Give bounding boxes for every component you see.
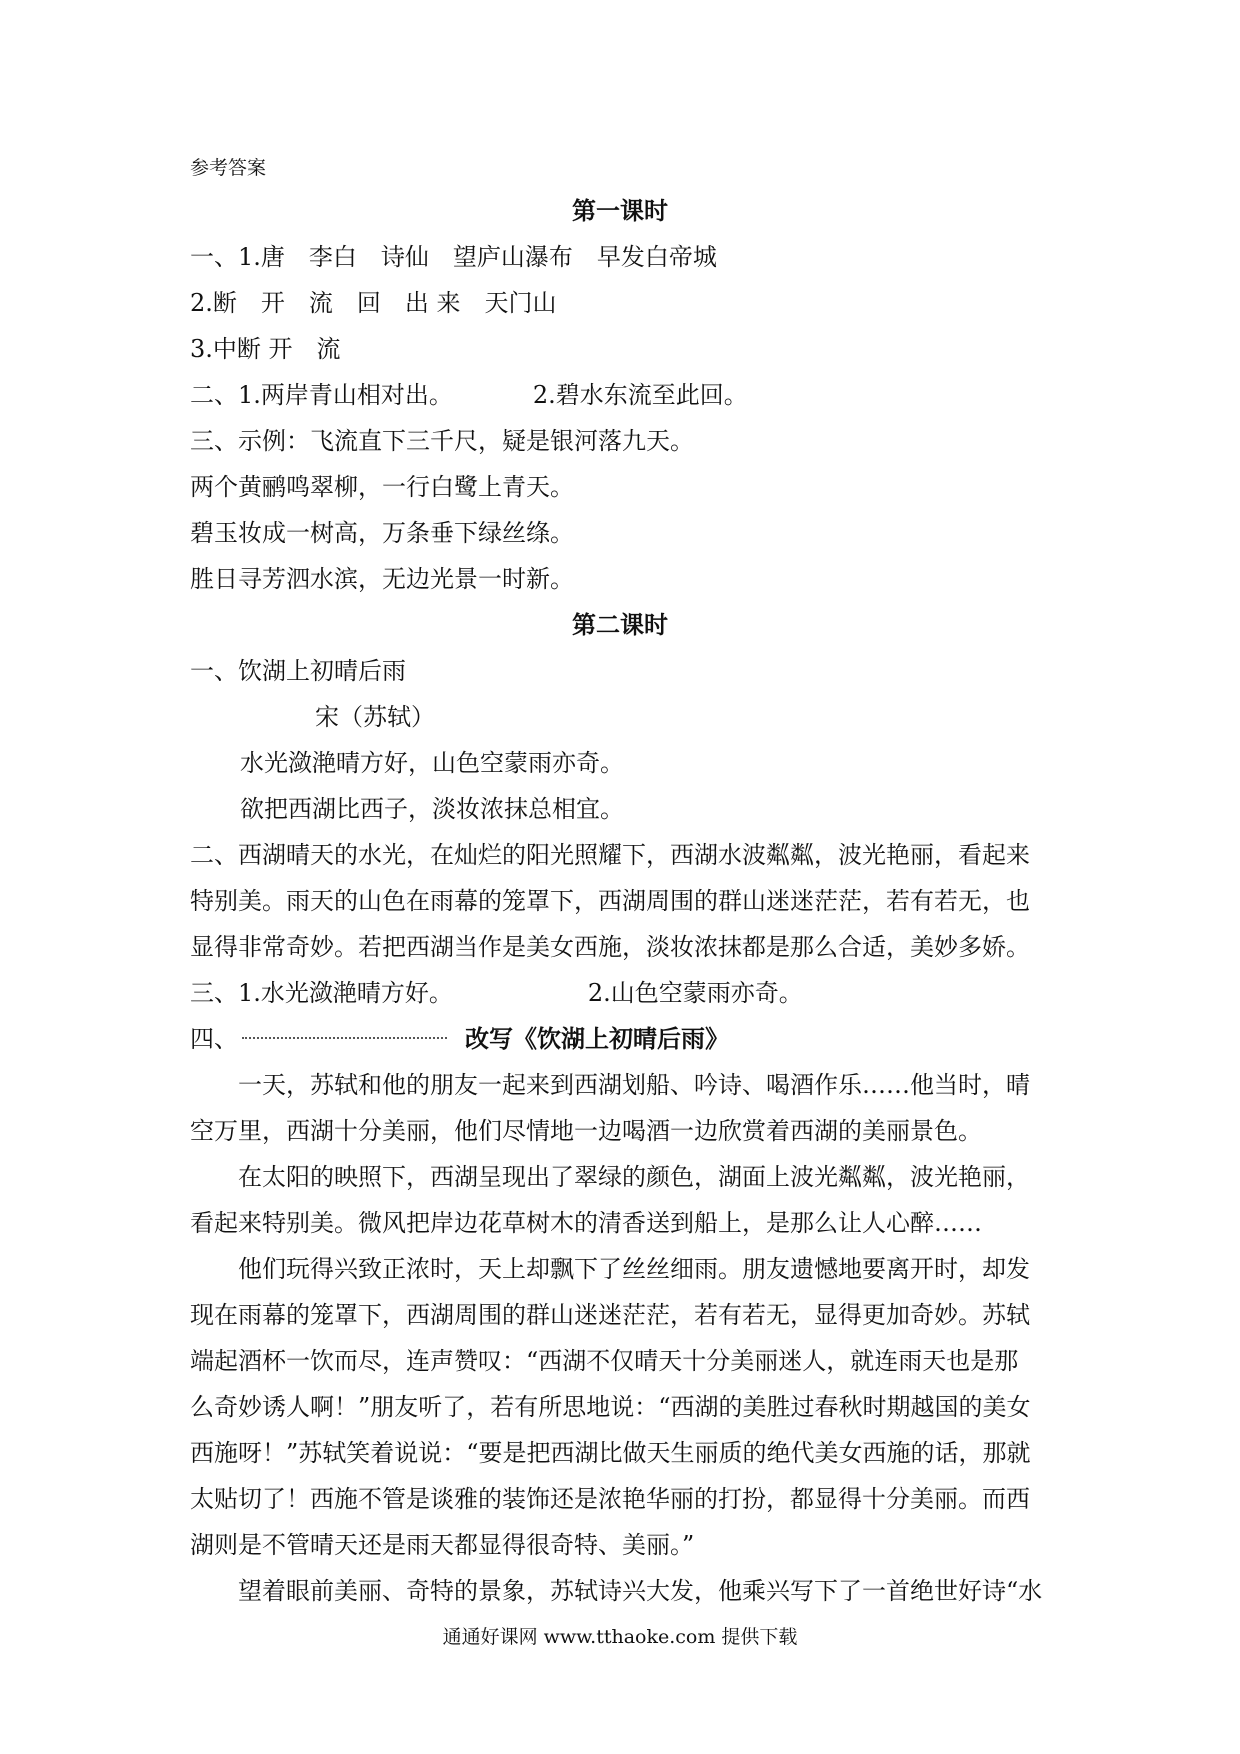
lesson1-title: 第一课时	[572, 196, 668, 225]
lesson1-q2-part-a: 二、1.两岸青山相对出。	[190, 381, 453, 409]
lesson1-answer-line: 2.断 开 流 回 出 来 天门山	[190, 289, 557, 317]
lesson2-q2-line: 显得非常奇妙。若把西湖当作是美女西施，淡妆浓抹都是那么合适，美妙多娇。	[190, 933, 1030, 961]
essay-line: 在太阳的映照下，西湖呈现出了翠绿的颜色，湖面上波光粼粼，波光艳丽，	[190, 1163, 1030, 1191]
lesson1-q3-line: 三、示例：飞流直下三千尺，疑是银河落九天。	[190, 427, 694, 455]
essay-line: 湖则是不管晴天还是雨天都显得很奇特、美丽。”	[190, 1531, 695, 1559]
lesson2-q3-part-b: 2.山色空蒙雨亦奇。	[587, 979, 803, 1007]
dotted-leader	[242, 1036, 447, 1039]
lesson2-q3-line	[190, 978, 803, 1008]
lesson2-q2-line: 二、西湖晴天的水光，在灿烂的阳光照耀下，西湖水波粼粼，波光艳丽，看起来	[190, 841, 1030, 869]
essay-line: 现在雨幕的笼罩下，西湖周围的群山迷迷茫茫，若有若无，显得更加奇妙。苏轼	[190, 1301, 1030, 1329]
lesson1-q2-line	[190, 380, 748, 410]
lesson1-answer-line: 一、1.唐 李白 诗仙 望庐山瀑布 早发白帝城	[190, 243, 717, 271]
lesson1-q2-part-b: 2.碧水东流至此回。	[532, 381, 748, 409]
lesson2-q1: 一、饮湖上初晴后雨	[190, 657, 406, 685]
poem-line: 欲把西湖比西子，淡妆浓抹总相宜。	[240, 795, 624, 823]
lesson1-q3-line: 两个黄鹂鸣翠柳，一行白鹭上青天。	[190, 473, 574, 501]
essay-line: 西施呀！”苏轼笑着说说：“要是把西湖比做天生丽质的绝代美女西施的话，那就	[190, 1439, 1031, 1467]
page-footer: 通通好课网 www.tthaoke.com 提供下载	[442, 1626, 798, 1648]
lesson1-q3-line: 胜日寻芳泗水滨，无边光景一时新。	[190, 565, 574, 593]
lesson2-q4-label: 四、	[190, 1025, 238, 1053]
lesson2-q3-part-a: 三、1.水光潋滟晴方好。	[190, 979, 453, 1007]
essay-line: 望着眼前美丽、奇特的景象，苏轼诗兴大发，他乘兴写下了一首绝世好诗“水	[190, 1577, 1043, 1605]
page-heading: 参考答案	[190, 157, 267, 179]
lesson1-answer-line: 3.中断 开 流	[190, 335, 341, 363]
lesson2-q4-line	[190, 1024, 729, 1054]
essay-line: 端起酒杯一饮而尽，连声赞叹：“西湖不仅晴天十分美丽迷人，就连雨天也是那	[190, 1347, 1019, 1375]
lesson1-q3-line: 碧玉妆成一树高，万条垂下绿丝绦。	[190, 519, 574, 547]
essay-title: 改写《饮湖上初晴后雨》	[465, 1024, 729, 1053]
essay-line: 太贴切了！西施不管是谈雅的装饰还是浓艳华丽的打扮，都显得十分美丽。而西	[190, 1485, 1030, 1513]
essay-line: 看起来特别美。微风把岸边花草树木的清香送到船上，是那么让人心醉……	[190, 1209, 982, 1237]
lesson2-title: 第二课时	[572, 610, 668, 639]
essay-line: 他们玩得兴致正浓时，天上却飘下了丝丝细雨。朋友遗憾地要离开时，却发	[190, 1255, 1030, 1283]
essay-line: 空万里，西湖十分美丽，他们尽情地一边喝酒一边欣赏着西湖的美丽景色。	[190, 1117, 982, 1145]
lesson2-q2-line: 特别美。雨天的山色在雨幕的笼罩下，西湖周围的群山迷迷茫茫，若有若无，也	[190, 887, 1030, 915]
essay-line: 么奇妙诱人啊！”朋友听了，若有所思地说：“西湖的美胜过春秋时期越国的美女	[190, 1393, 1031, 1421]
essay-line: 一天，苏轼和他的朋友一起来到西湖划船、吟诗、喝酒作乐……他当时，晴	[190, 1071, 1030, 1099]
poem-line: 水光潋滟晴方好，山色空蒙雨亦奇。	[240, 749, 624, 777]
poem-author: 宋（苏轼）	[315, 703, 435, 731]
